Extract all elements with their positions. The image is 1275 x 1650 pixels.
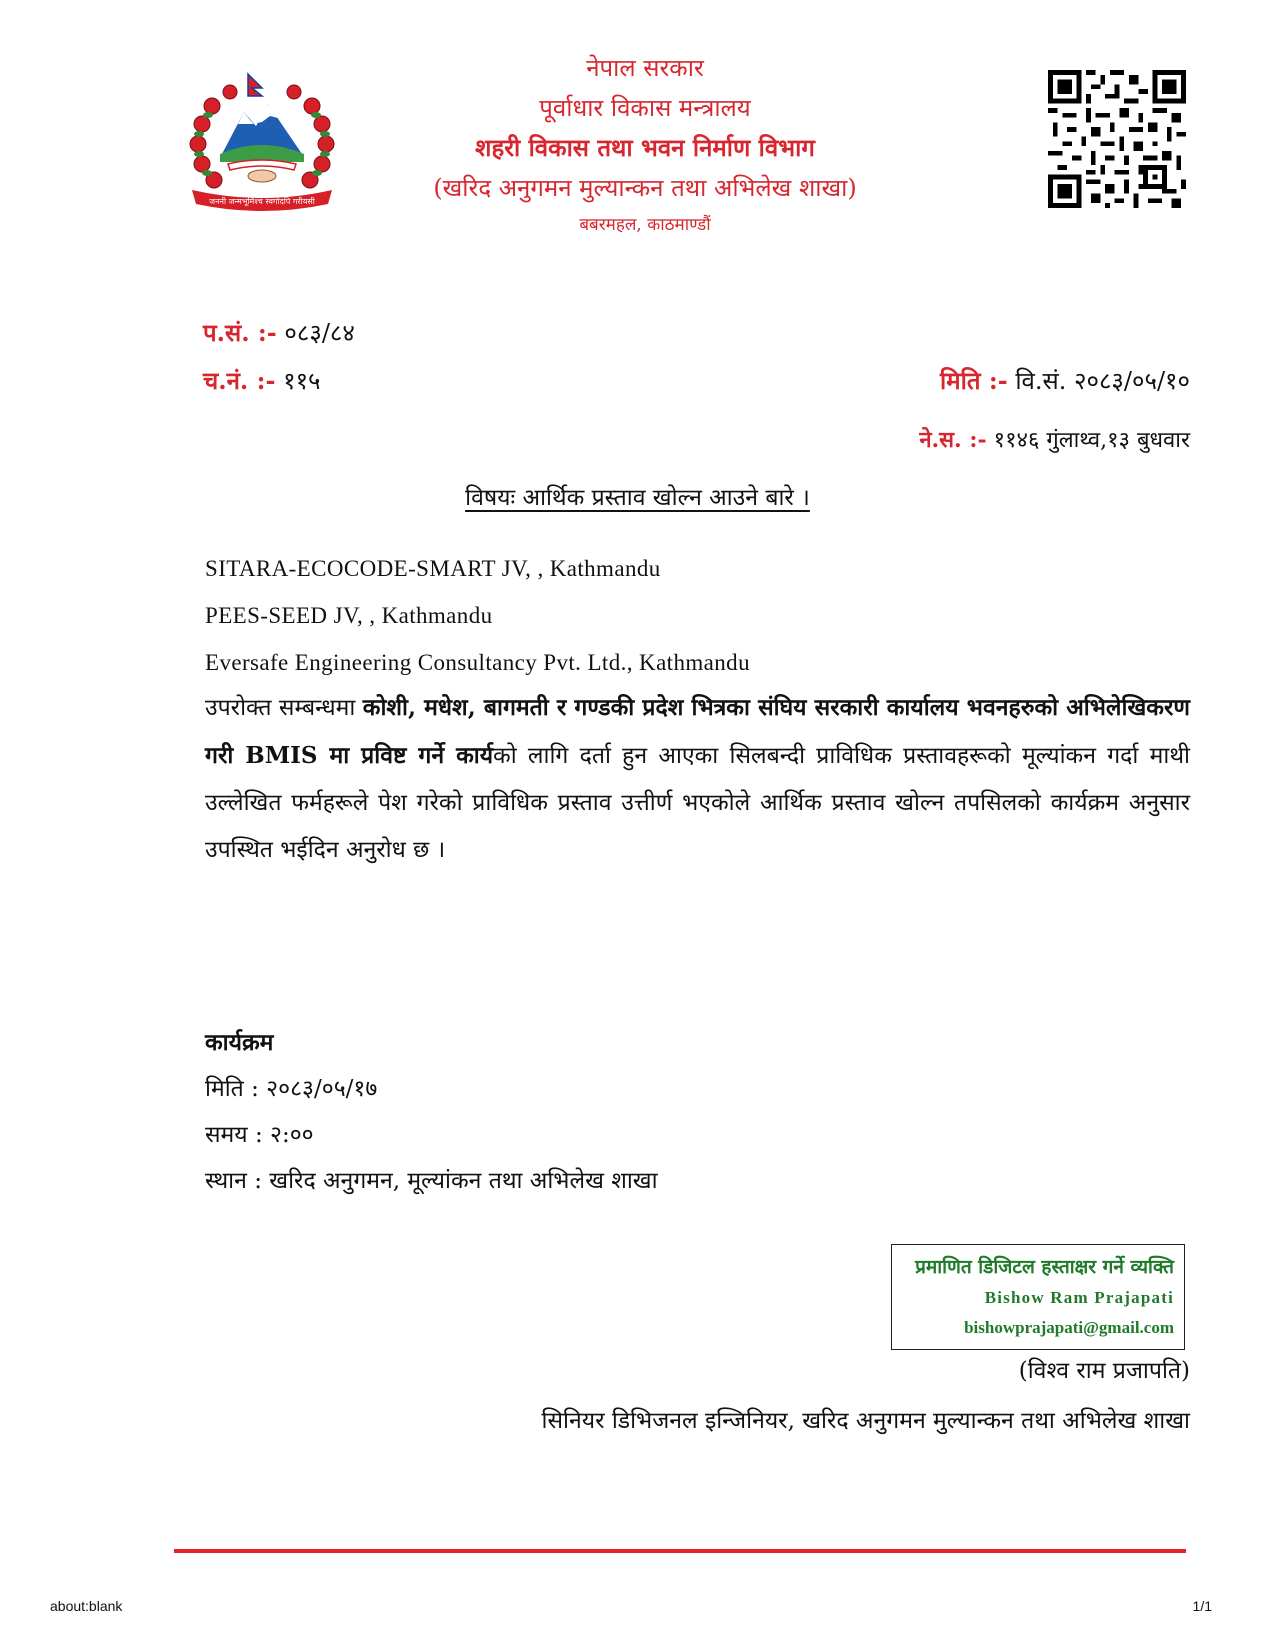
dispatch-number-value: ११५ xyxy=(283,367,321,395)
programme-title: कार्यक्रम xyxy=(205,1029,274,1056)
letter-number-label: प.सं. :- xyxy=(203,318,277,347)
qr-code-icon xyxy=(1048,70,1186,208)
programme-time: समय : २:०० xyxy=(205,1122,314,1148)
recipient-item: Eversafe Engineering Consultancy Pvt. Ltd., Kathmandu xyxy=(205,650,750,675)
letter-subject xyxy=(0,480,1275,512)
letter-body xyxy=(205,684,1190,874)
signatory-designation: सिनियर डिभिजनल इन्जिनियर, खरिद अनुगमन मुल्यान्कन तथा अभिलेख शाखा xyxy=(541,1408,1190,1434)
body-request: को लागि दर्ता हुन आएका सिलबन्दी प्राविधिक प्रस्तावहरूको मूल्यांकन गर्दा माथी उल्लेखित फर्महरूले पेश गरेको प्राविधिक प्रस्ताव उत्तीर्ण भएकोले आर्थिक प्रस्ताव खोल्न तपसिलको कार्यक्रम अनुसार उपस्थित भईदिन अनुरोध छ । xyxy=(205,743,1190,863)
dispatch-number xyxy=(203,364,321,397)
letter-date-value: वि.सं. २०८३/०५/१० xyxy=(1015,367,1190,395)
body-intro: उपरोक्त सम्बन्धमा xyxy=(205,695,363,721)
nepal-sambat-value: ११४६ गुंलाथ्व,१३ बुधवार xyxy=(993,428,1190,453)
nepal-emblem-icon xyxy=(182,66,342,214)
signature-box-title: प्रमाणित डिजिटल हस्ताक्षर गर्ने व्यक्ति xyxy=(915,1256,1174,1278)
letter-number-value: ०८३/८४ xyxy=(284,319,355,347)
programme-schedule xyxy=(205,1020,658,1204)
body-project-name: कोशी, मधेश, बागमती र गण्डकी प्रदेश भित्रका संघिय सरकारी कार्यालय भवनहरुको अभिलेखिकरण गरी BMIS मा प्रविष्ट गर्ने कार्य xyxy=(205,694,1190,769)
footer-rule xyxy=(174,1549,1186,1553)
signatory-name: (विश्व राम प्रजापति) xyxy=(1018,1358,1190,1384)
letterhead xyxy=(380,48,910,242)
recipient-list xyxy=(205,545,750,686)
svg-text:जननी जन्मभूमिश्च स्वर्गादपि गर: जननी जन्मभूमिश्च स्वर्गादपि गरीयसी xyxy=(209,197,315,206)
recipient-item: SITARA-ECOCODE-SMART JV, , Kathmandu xyxy=(205,556,661,581)
header-government: नेपाल सरकार xyxy=(586,54,704,82)
signature-box-email: bishowprajapati@gmail.com xyxy=(964,1318,1174,1337)
programme-place: स्थान : खरिद अनुगमन, मूल्यांकन तथा अभिलेख शाखा xyxy=(205,1168,658,1194)
subject-text: विषयः आर्थिक प्रस्ताव खोल्न आउने बारे । xyxy=(465,485,810,511)
header-ministry: पूर्वाधार विकास मन्त्रालय xyxy=(539,94,751,122)
header-branch: (खरिद अनुगमन मुल्यान्कन तथा अभिलेख शाखा) xyxy=(433,174,857,202)
signature-box-name: Bishow Ram Prajapati xyxy=(984,1288,1174,1307)
dispatch-number-label: च.नं. :- xyxy=(203,366,276,395)
page-number: 1/1 xyxy=(1192,1598,1212,1614)
recipient-item: PEES-SEED JV, , Kathmandu xyxy=(205,603,493,628)
nepal-sambat-label: ने.स. :- xyxy=(919,427,987,453)
programme-date: मिति : २०८३/०५/१७ xyxy=(205,1076,378,1102)
nepal-sambat-date xyxy=(919,424,1190,454)
digital-signature-box xyxy=(891,1244,1185,1350)
header-department: शहरी विकास तथा भवन निर्माण विभाग xyxy=(475,133,815,162)
letter-date-label: मिति :- xyxy=(940,366,1008,395)
letter-date xyxy=(940,364,1190,397)
print-url: about:blank xyxy=(50,1598,123,1614)
header-address: बबरमहल, काठमाण्डौं xyxy=(579,215,711,235)
letter-number xyxy=(203,316,355,349)
